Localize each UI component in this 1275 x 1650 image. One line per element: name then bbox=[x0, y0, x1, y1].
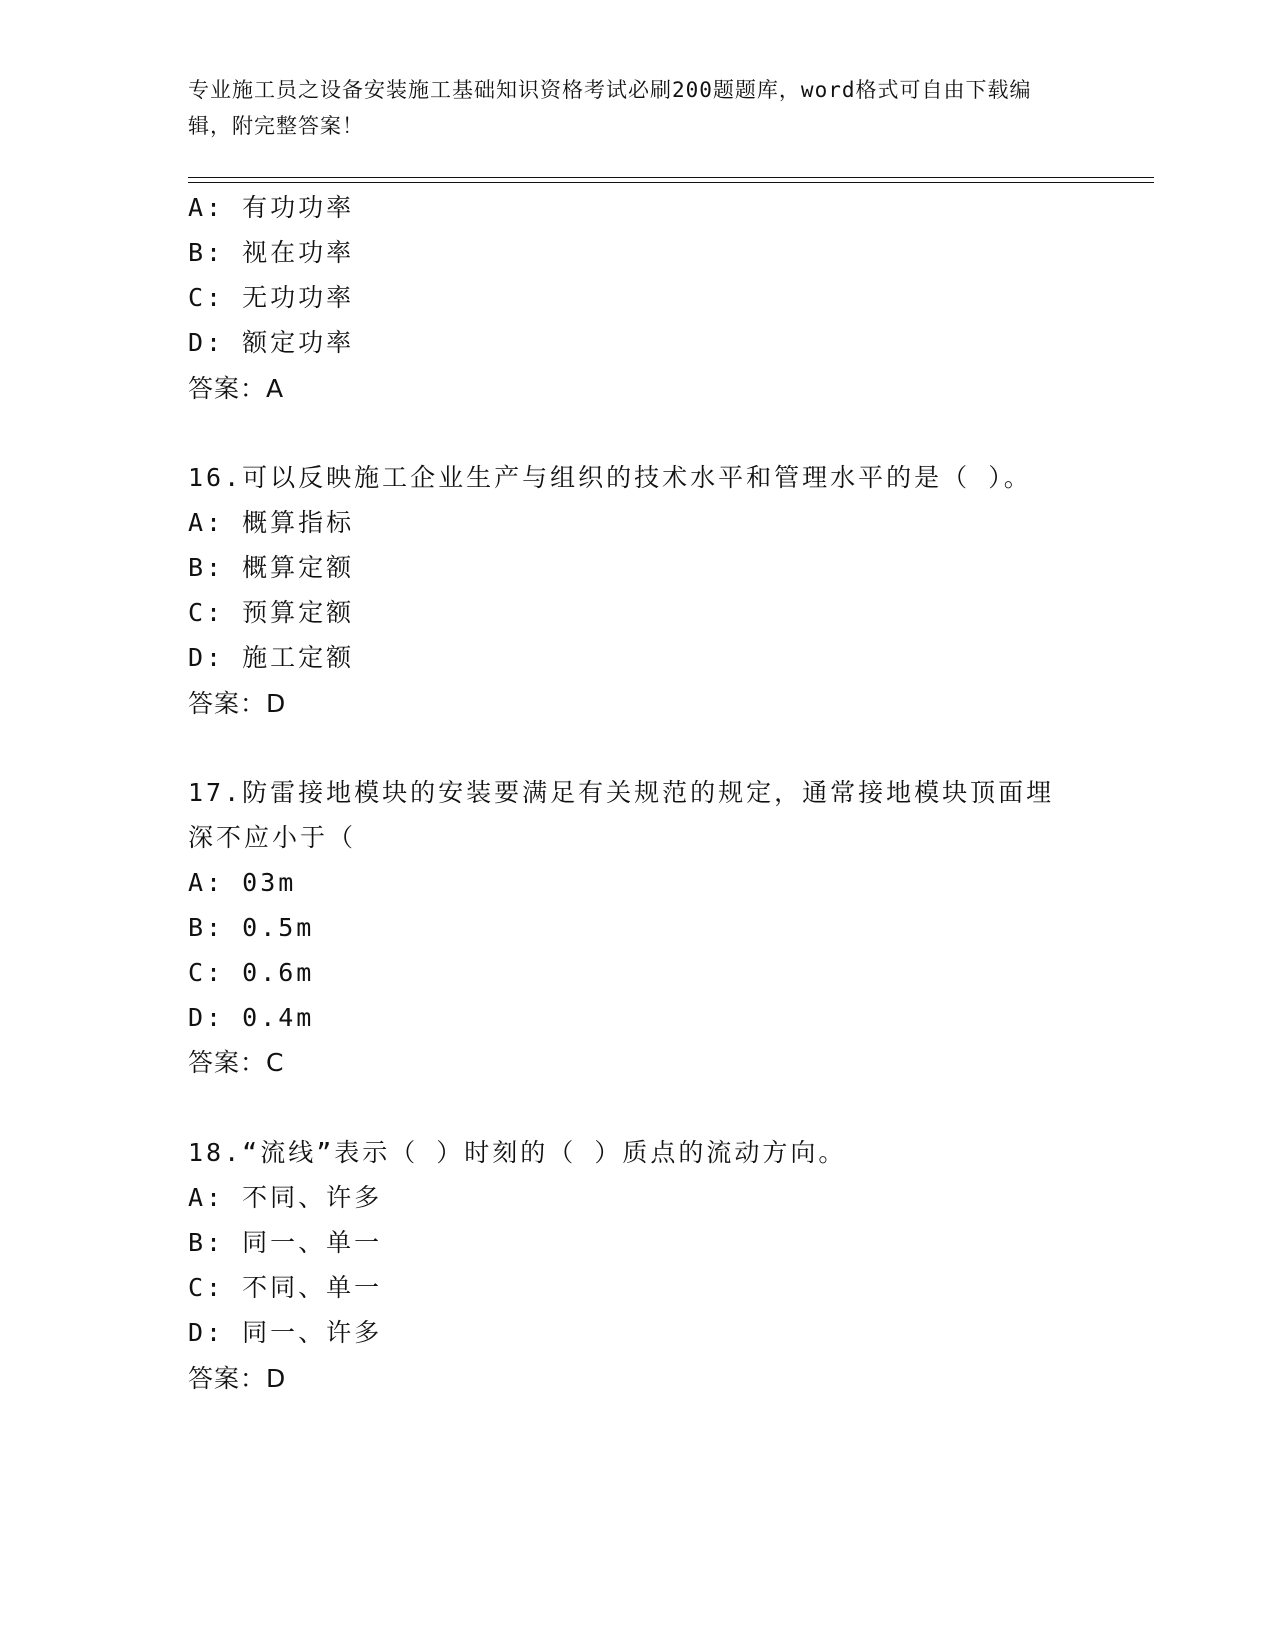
q16-answer: 答案：D bbox=[188, 689, 287, 718]
header-divider-bottom bbox=[188, 182, 1154, 183]
q18-stem: 18.“流线”表示（ ）时刻的（ ）质点的流动方向。 bbox=[188, 1138, 847, 1167]
q17-option-b: B: 0.5m bbox=[188, 913, 315, 942]
q16-stem: 16.可以反映施工企业生产与组织的技术水平和管理水平的是（ ）。 bbox=[188, 463, 1032, 492]
header-divider-top bbox=[188, 177, 1154, 178]
q15-option-a: A: 有功功率 bbox=[188, 193, 355, 222]
q15-answer: 答案：A bbox=[188, 374, 285, 403]
q15-option-c: C: 无功功率 bbox=[188, 283, 355, 312]
q16-option-d: D: 施工定额 bbox=[188, 643, 355, 672]
q17-stem-line1: 17.防雷接地模块的安装要满足有关规范的规定，通常接地模块顶面埋 bbox=[188, 778, 1055, 807]
q16-option-c: C: 预算定额 bbox=[188, 598, 355, 627]
q17-option-a: A: 03m bbox=[188, 868, 297, 897]
q17-option-d: D: 0.4m bbox=[188, 1003, 315, 1032]
q18-option-c: C: 不同、单一 bbox=[188, 1273, 383, 1302]
q15-option-d: D: 额定功率 bbox=[188, 328, 355, 357]
q16-option-a: A: 概算指标 bbox=[188, 508, 355, 537]
document-header: 专业施工员之设备安装施工基础知识资格考试必刷200题题库，word格式可自由下载编辑，附完整答案！ bbox=[188, 78, 1032, 138]
q17-answer: 答案：C bbox=[188, 1048, 285, 1077]
q18-option-b: B: 同一、单一 bbox=[188, 1228, 383, 1257]
q16-option-b: B: 概算定额 bbox=[188, 553, 355, 582]
q15-option-b: B: 视在功率 bbox=[188, 238, 355, 267]
q18-option-a: A: 不同、许多 bbox=[188, 1183, 383, 1212]
q18-answer: 答案：D bbox=[188, 1364, 287, 1393]
q17-stem-line2: 深不应小于（ bbox=[188, 823, 357, 852]
q17-option-c: C: 0.6m bbox=[188, 958, 315, 987]
q18-option-d: D: 同一、许多 bbox=[188, 1318, 383, 1347]
